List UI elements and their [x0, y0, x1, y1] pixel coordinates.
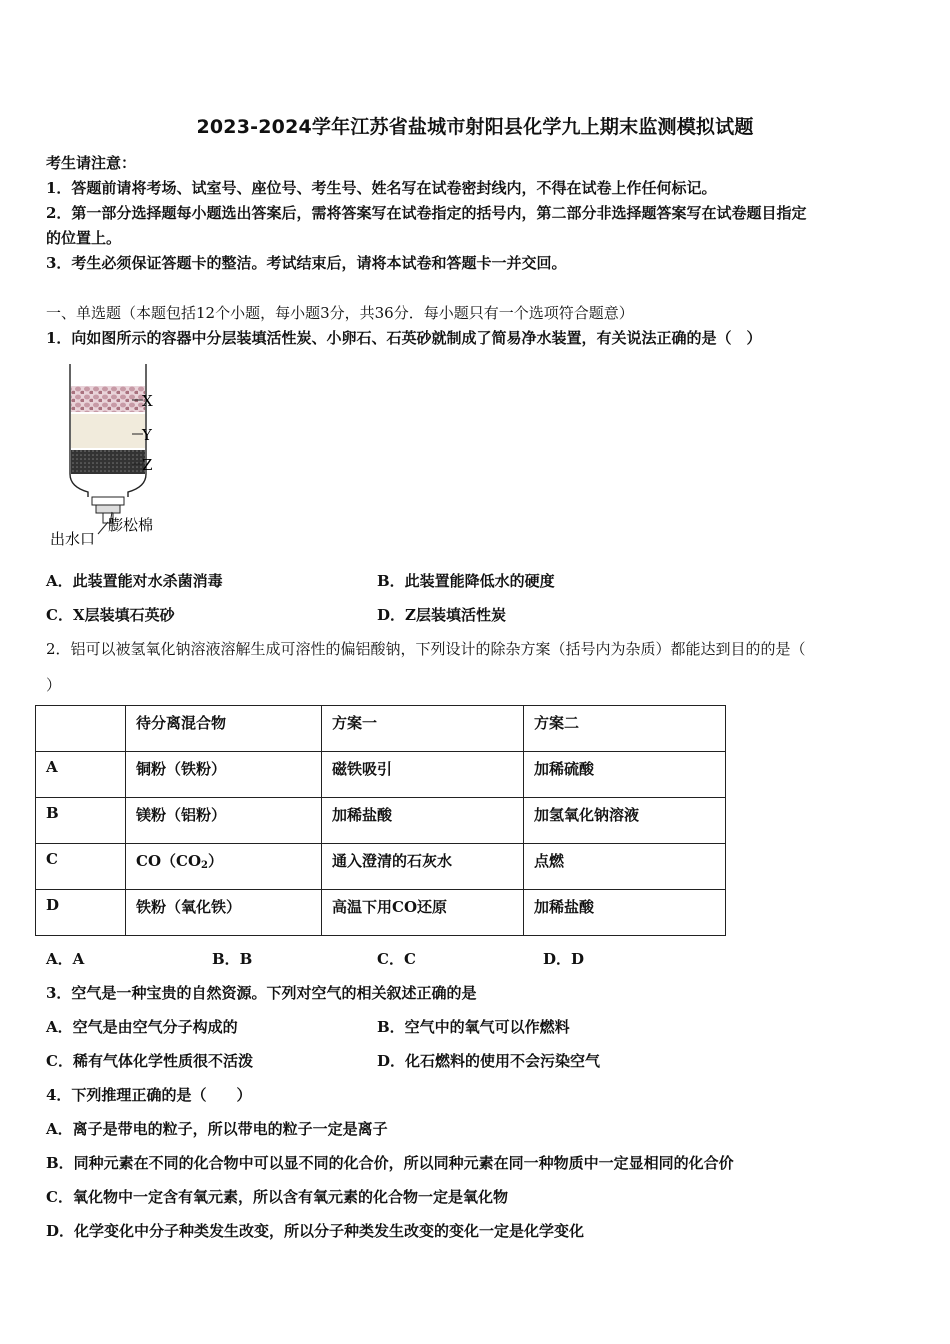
- notice-item: 2．第一部分选择题每小题选出答案后，需将答案写在试卷指定的括号内，第二部分非选择题答案写在试卷题目指定: [46, 204, 807, 222]
- label-outlet: 出水口: [50, 530, 96, 548]
- table-row: [36, 844, 726, 890]
- purification-table: [35, 705, 726, 936]
- question-stem: 3．空气是一种宝贵的自然资源。下列对空气的相关叙述正确的是: [46, 984, 477, 1002]
- water-filter-diagram: [48, 362, 178, 552]
- label-x: X: [142, 392, 153, 410]
- subscript: 2: [201, 860, 208, 871]
- table-cell: 镁粉（铝粉）: [126, 798, 322, 844]
- table-cell: 加稀盐酸: [322, 798, 524, 844]
- option-a: A．空气是由空气分子构成的: [46, 1018, 238, 1036]
- question-stem: 4．下列推理正确的是（ ）: [46, 1086, 252, 1104]
- option-d: D．化石燃料的使用不会污染空气: [377, 1052, 601, 1070]
- option-c: C．氧化物中一定含有氧元素，所以含有氧元素的化合物一定是氧化物: [46, 1188, 508, 1206]
- table-cell: 点燃: [524, 844, 726, 890]
- notice-heading: 考生请注意：: [46, 154, 137, 172]
- page-title: 2023-2024学年江苏省盐城市射阳县化学九上期末监测模拟试题: [196, 116, 754, 138]
- water-filter-figure: [48, 362, 178, 552]
- table-cell: 方案二: [524, 706, 726, 752]
- table-row: [36, 890, 726, 936]
- table-cell: [36, 706, 126, 752]
- question-stem: 2．铝可以被氢氧化钠溶液溶解生成可溶性的偏铝酸钠，下列设计的除杂方案（括号内为杂质）都能达到目的的是（: [46, 640, 806, 658]
- option-d: D．D: [543, 950, 585, 968]
- option-d: D．化学变化中分子种类发生改变，所以分子种类发生改变的变化一定是化学变化: [46, 1222, 585, 1240]
- table-row: [36, 798, 726, 844]
- table-cell: C: [36, 844, 126, 890]
- label-cotton: 膨松棉: [108, 516, 154, 534]
- option-d: D．Z层装填活性炭: [377, 606, 506, 624]
- label-z: Z: [142, 456, 153, 474]
- notice-item: 1．答题前请将考场、试室号、座位号、考生号、姓名写在试卷密封线内，不得在试卷上作任何标记。: [46, 179, 717, 197]
- layer-x: [71, 386, 145, 412]
- option-b: B．此装置能降低水的硬度: [377, 572, 555, 590]
- question-stem-cont: ）: [46, 676, 62, 694]
- option-b: B．B: [212, 950, 253, 968]
- table-cell: [126, 844, 322, 890]
- table-header-row: [36, 706, 726, 752]
- option-a: A．离子是带电的粒子，所以带电的粒子一定是离子: [46, 1120, 388, 1138]
- label-y: Y: [142, 426, 152, 444]
- question-stem: 1．向如图所示的容器中分层装填活性炭、小卵石、石英砂就制成了简易净水装置，有关说法正确的是（ ）: [46, 329, 762, 347]
- layer-z: [71, 450, 145, 474]
- option-b: B．空气中的氧气可以作燃料: [377, 1018, 570, 1036]
- table-cell: 铁粉（氧化铁）: [126, 890, 322, 936]
- option-a: A．此装置能对水杀菌消毒: [46, 572, 223, 590]
- table-cell: 高温下用CO还原: [322, 890, 524, 936]
- section-heading: 一、单选题（本题包括12个小题，每小题3分，共36分．每小题只有一个选项符合题意）: [46, 304, 634, 322]
- table-cell: 通入澄清的石灰水: [322, 844, 524, 890]
- formula-text: CO（CO: [136, 852, 202, 870]
- table-cell: 加稀硫酸: [524, 752, 726, 798]
- table-cell: 加稀盐酸: [524, 890, 726, 936]
- notice-item: 的位置上。: [46, 229, 122, 247]
- option-c: C．C: [377, 950, 416, 968]
- table-row: [36, 752, 726, 798]
- table-cell: 铜粉（铁粉）: [126, 752, 322, 798]
- option-a: A．A: [46, 950, 85, 968]
- table-cell: 加氢氧化钠溶液: [524, 798, 726, 844]
- notice-item: 3．考生必须保证答题卡的整洁。考试结束后，请将本试卷和答题卡一并交回。: [46, 254, 567, 272]
- layer-y: [71, 414, 145, 448]
- option-c: C．稀有气体化学性质很不活泼: [46, 1052, 253, 1070]
- table-cell: 磁铁吸引: [322, 752, 524, 798]
- option-c: C．X层装填石英砂: [46, 606, 175, 624]
- table-cell: D: [36, 890, 126, 936]
- table-cell: 待分离混合物: [126, 706, 322, 752]
- option-b: B．同种元素在不同的化合物中可以显不同的化合价，所以同种元素在同一种物质中一定显相同的化合价: [46, 1154, 734, 1172]
- table-cell: B: [36, 798, 126, 844]
- formula-close: ）: [207, 852, 223, 870]
- table-cell: A: [36, 752, 126, 798]
- table-cell: 方案一: [322, 706, 524, 752]
